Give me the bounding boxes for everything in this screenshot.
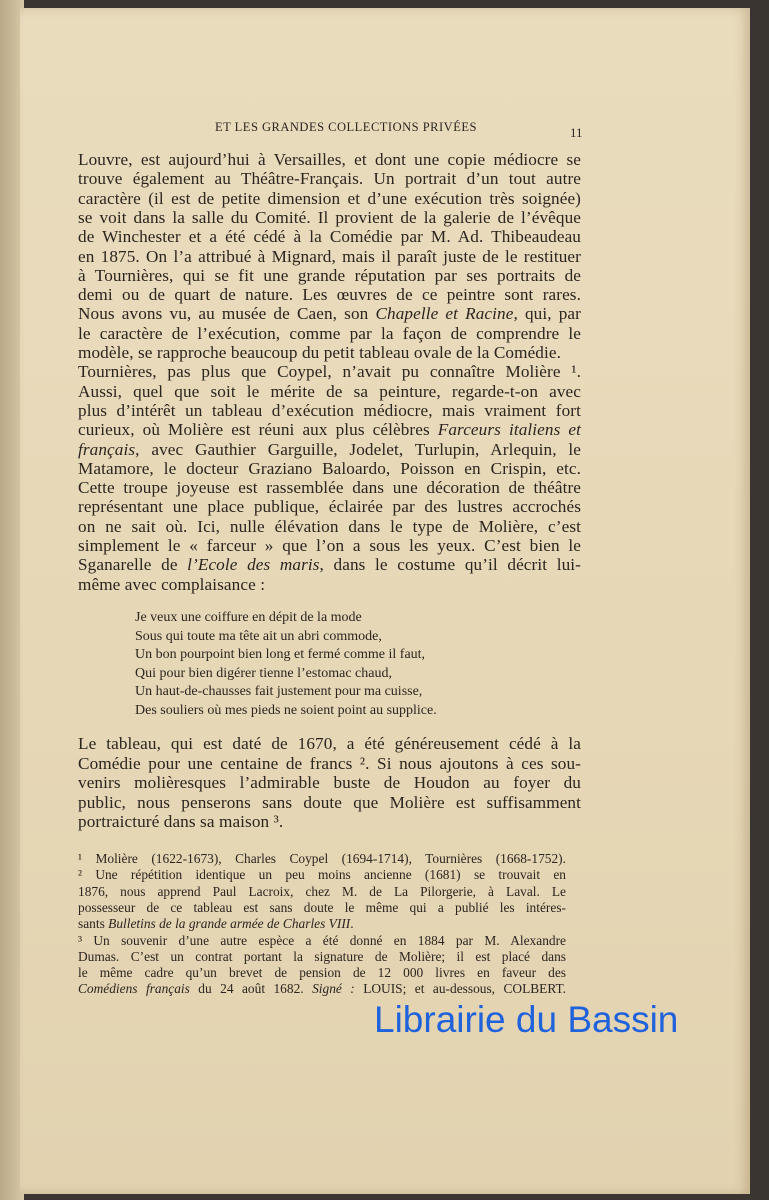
body-lines-line (78, 247, 581, 267)
italic-text: Farceurs italiens et (437, 420, 581, 440)
text-segment: plus d’intérêt un tableau d’exécution médiocre, mais vraiment fort (78, 400, 581, 420)
footnotes-line (78, 933, 566, 949)
verse-line: Un bon pourpoint bien long et fermé comme il faut, (135, 647, 426, 663)
text-segment: de Winchester et a été cédé à la Comédie par M. Ad. Thibeaudeau (78, 227, 581, 247)
text-segment: sants (78, 916, 109, 932)
running-head: ET LES GRANDES COLLECTIONS PRIVÉES (215, 120, 477, 134)
text-segment: Comédie pour une centaine de francs ². Si nous ajoutons à ces sou- (78, 753, 581, 773)
verse-line: Je veux une coiffure en dépit de la mode (135, 610, 362, 625)
body-lines-line (78, 517, 581, 537)
body-lines-line (78, 343, 581, 363)
text-segment: Sganarelle de (78, 555, 188, 575)
body-lines-line (78, 266, 581, 286)
text-segment: portraicturé dans sa maison ³. (78, 812, 284, 832)
verse-line: Des souliers où mes pieds ne soient point au supplice. (135, 703, 437, 718)
body-lines-line (78, 478, 581, 498)
body-lines-line (78, 150, 581, 170)
body-lines-line (78, 440, 581, 460)
footnotes-line (78, 900, 566, 916)
body-lines-line (78, 401, 581, 421)
closing-lines-line (78, 793, 581, 813)
footnotes-line (78, 851, 566, 867)
text-segment: représentant une place publique, éclairée par des lustres accrochés (78, 497, 581, 517)
text-segment: possesseur de ce tableau est sans doute le même qui a publié les intéres- (78, 899, 566, 915)
text-segment: , dans le costume qu’il décrit lui- (319, 555, 581, 575)
verse-line: Sous qui toute ma tête ait un abri commode, (135, 628, 382, 644)
body-lines-line (78, 555, 581, 575)
text-segment: on ne sait où. Ici, nulle élévation dans le type de Molière, c’est (78, 516, 581, 536)
body-lines-line (78, 575, 581, 595)
footnotes-line (78, 884, 566, 900)
text-segment: Le tableau, qui est daté de 1670, a été généreusement cédé à la (78, 734, 581, 753)
body-lines-line (78, 382, 581, 402)
text-segment: le même cadre qu’un brevet de pension de 12 000 livres en faveur des (78, 965, 566, 981)
text-segment: même avec complaisance : (78, 574, 266, 594)
text-segment: venirs molièresques l’admirable buste de Houdon au foyer du (78, 773, 581, 793)
text-segment: ¹ Molière (1622-1673), Charles Coypel (1694-1714), Tournières (1668-1752). (78, 851, 566, 866)
italic-text: français (78, 439, 136, 459)
body-lines-line (78, 227, 581, 247)
body-lines-line (78, 497, 581, 517)
text-segment: 1876, nous apprend Paul Lacroix, chez M. de La Pilorgerie, à Laval. Le (78, 883, 566, 899)
text-segment: modèle, se rapproche beaucoup du petit tableau ovale de la Comédie. (78, 343, 561, 362)
body-lines-line (78, 324, 581, 344)
text-segment: le caractère de l’exécution, comme par la façon de comprendre le (78, 323, 581, 343)
text-segment: . (350, 916, 354, 932)
page-number: 11 (570, 125, 583, 140)
verse-line: Un haut-de-chausses fait justement pour ma cuisse, (135, 684, 423, 700)
body-lines-line (78, 304, 581, 324)
text-segment: Nous avons vu, au musée de Caen, son (78, 304, 376, 324)
italic-text: Signé : (312, 981, 355, 997)
body-lines-line (78, 459, 581, 479)
body-lines-line (78, 285, 581, 305)
text-segment: demi ou de quart de nature. Les œuvres de ce peintre sont rares. (78, 285, 581, 305)
body-lines-line (78, 362, 581, 382)
text-segment: Cette troupe joyeuse est rassemblée dans une décoration de théâtre (78, 478, 581, 498)
footnotes-line (78, 916, 566, 932)
italic-text: Chapelle et Racine (375, 304, 514, 324)
text-segment: , avec Gauthier Garguille, Jodelet, Turlupin, Arlequin, le (135, 439, 581, 459)
closing-lines-line (78, 734, 581, 754)
text-segment: , qui, par (513, 304, 581, 324)
italic-text: l’Ecole des maris (187, 555, 320, 575)
text-segment: caractère (il est de petite dimension et d’une exécution très soignée) (78, 188, 581, 208)
body-lines-line (78, 536, 581, 556)
text-segment: Tournières, pas plus que Coypel, n’avait pu connaître Molière ¹. (78, 362, 581, 382)
body-lines-line (78, 189, 581, 209)
closing-lines-line (78, 812, 581, 832)
text-segment: se voit dans la salle du Comité. Il provient de la galerie de l’évêque (78, 207, 581, 227)
text-segment: ² Une répétition identique un peu moins ancienne (1681) se trouvait en (78, 867, 566, 883)
text-segment: LOUIS; et au-dessous, COLBERT. (354, 981, 567, 997)
closing-lines-line (78, 773, 581, 793)
italic-text: Comédiens français (78, 981, 190, 997)
text-segment: curieux, où Molière est réuni aux plus célèbres (78, 420, 438, 440)
text-segment: Louvre, est aujourd’hui à Versailles, et dont une copie médiocre se (78, 150, 581, 169)
text-segment: Dumas. C’est un contrat portant la signature de Molière; il est placé dans (78, 948, 566, 964)
footnotes-line (78, 981, 566, 997)
footnotes-line (78, 965, 566, 981)
text-segment: Matamore, le docteur Graziano Baloardo, Poisson en Crispin, etc. (78, 458, 581, 478)
text-segment: simplement le « farceur » que l’on a sous les yeux. C’est bien le (78, 536, 581, 555)
text-segment: à Tournières, qui se fit une grande réputation par ses portraits de (78, 265, 581, 285)
body-lines-line (78, 169, 581, 189)
book-page (20, 8, 750, 1194)
body-lines-line (78, 420, 581, 440)
footnotes-line (78, 949, 566, 965)
text-segment: du 24 août 1682. (189, 981, 313, 997)
text-segment: public, nous penserons sans doute que Molière est suffisamment (78, 792, 581, 812)
body-lines-line (78, 208, 581, 228)
text-segment: ³ Un souvenir d’une autre espèce a été donné en 1884 par M. Alexandre (78, 932, 566, 948)
watermark: Librairie du Bassin (374, 999, 679, 1040)
text-segment: en 1875. On l’a attribué à Mignard, mais il paraît juste de le restituer (78, 246, 581, 266)
text-segment: trouve également au Théâtre-Français. Un portrait d’un tout autre (78, 169, 581, 189)
verse-line: Qui pour bien digérer tienne l’estomac chaud, (135, 665, 392, 681)
closing-lines-line (78, 754, 581, 774)
italic-text: Bulletins de la grande armée de Charles VIII (108, 916, 351, 932)
text-segment: Aussi, quel que soit le mérite de sa peinture, regarde-t-on avec (78, 381, 581, 401)
footnotes-line (78, 867, 566, 883)
